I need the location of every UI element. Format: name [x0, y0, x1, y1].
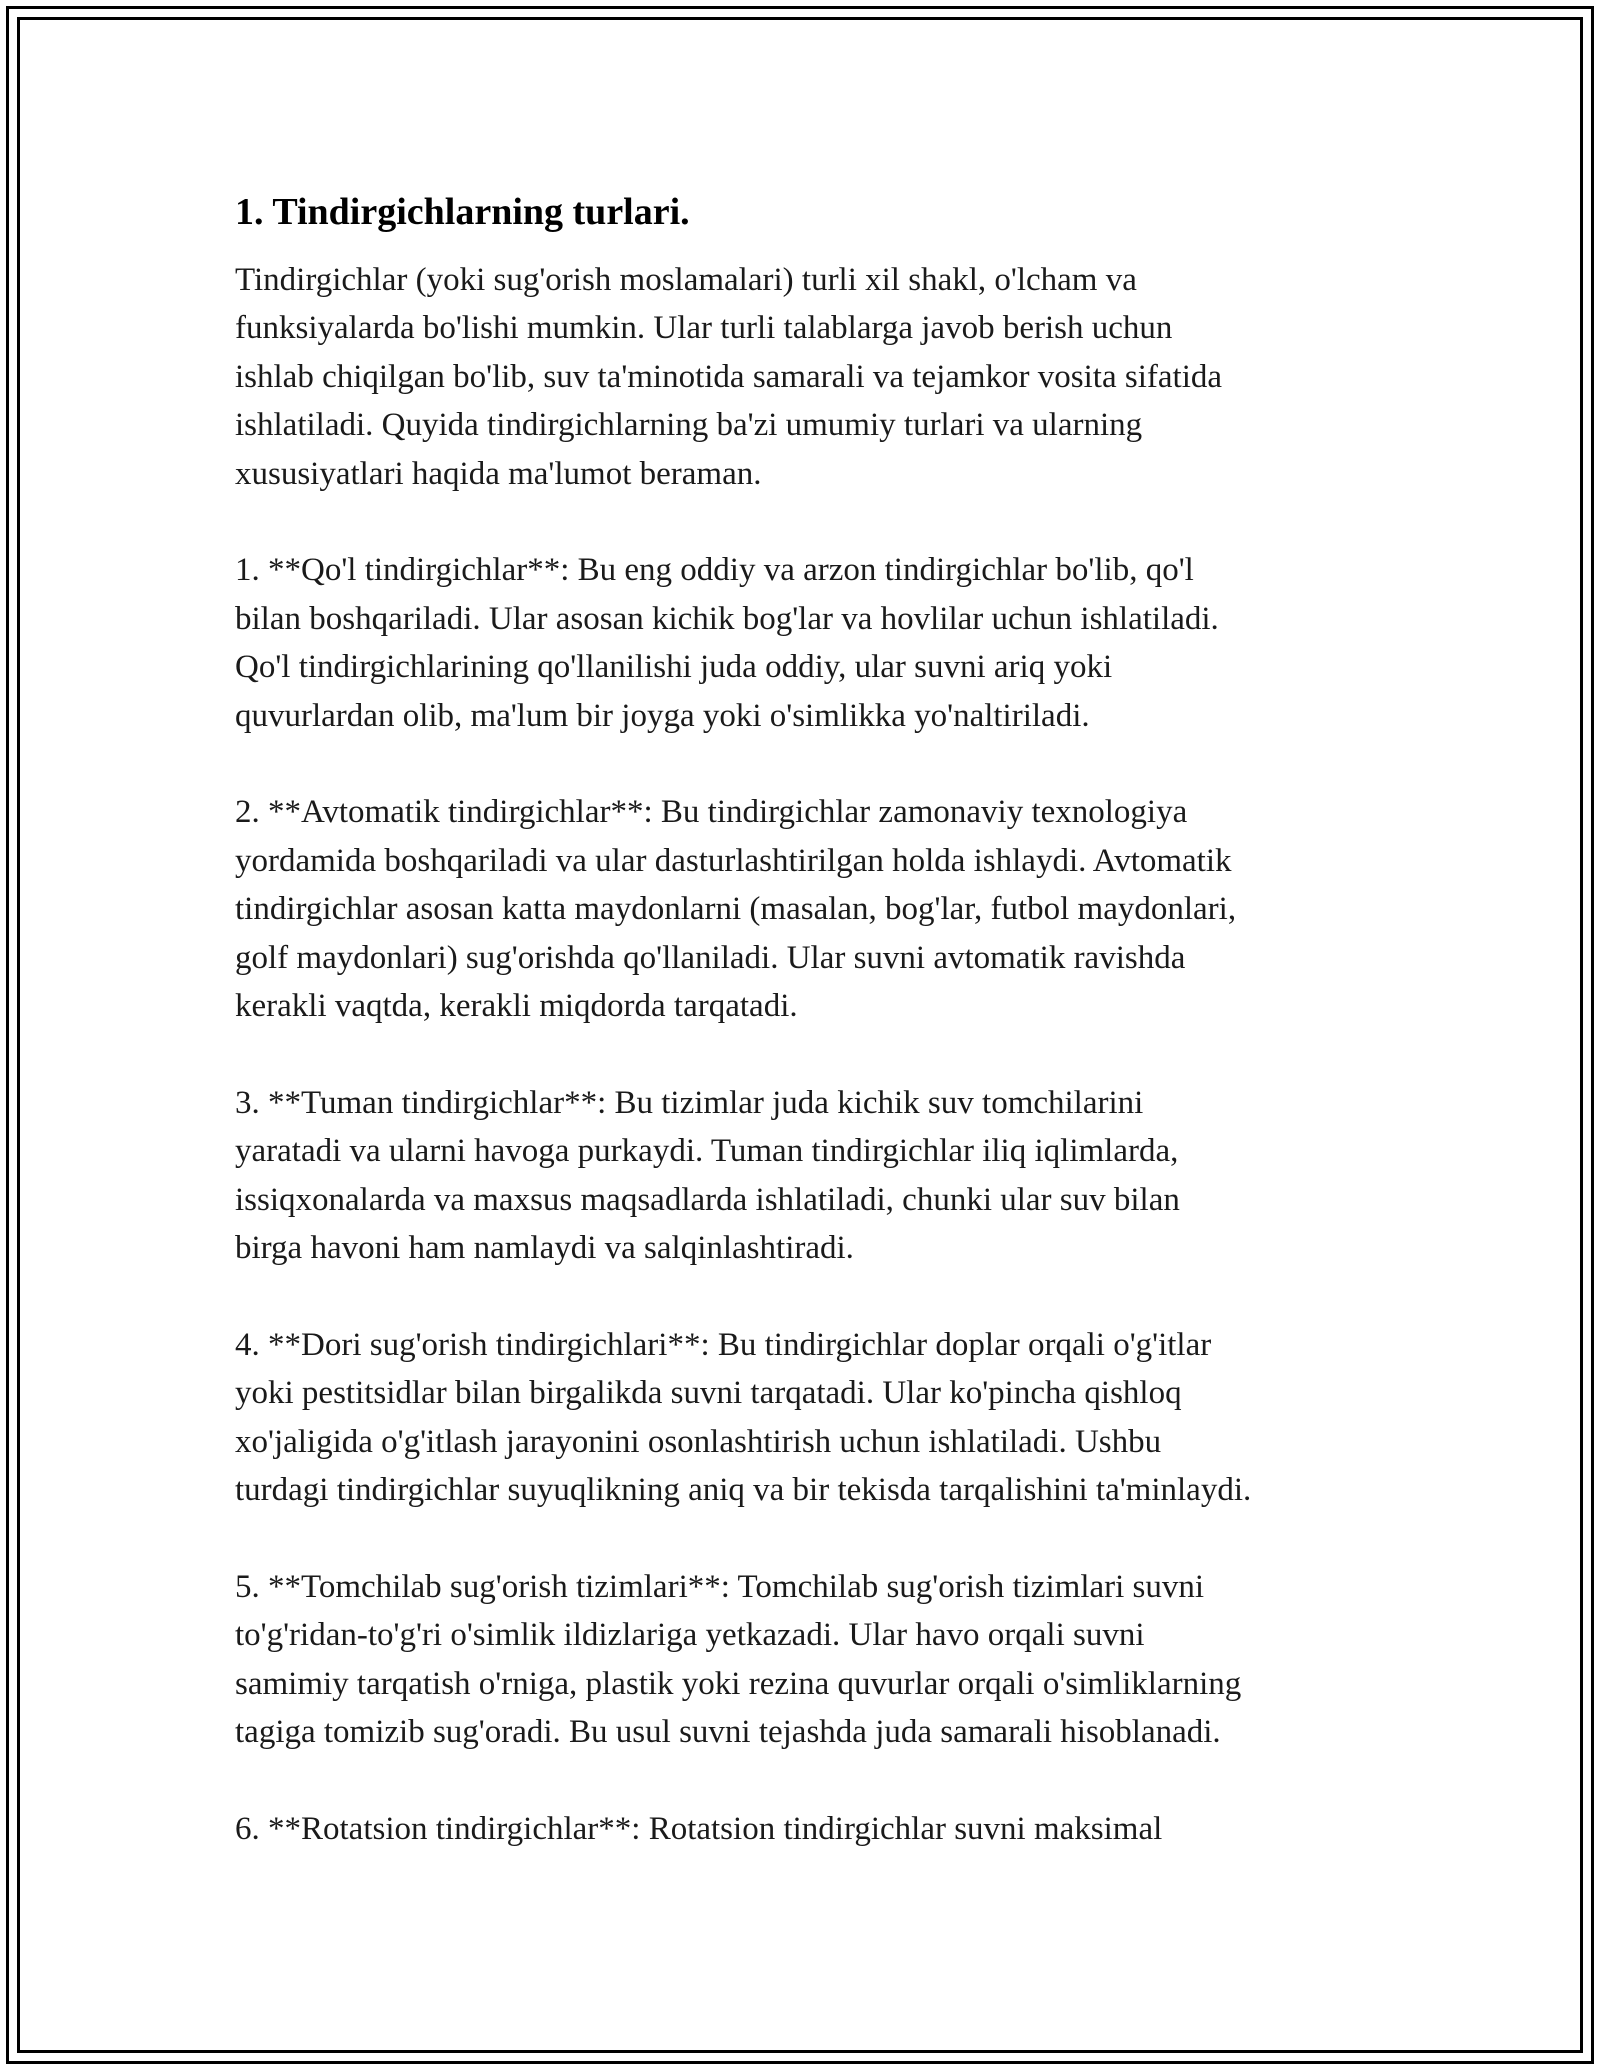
paragraph-item-1: 1. **Qo'l tindirgichlar**: Bu eng oddiy va arzon tindirgichlar bo'lib, qo'l bilan boshqariladi. Ular asosan kichik bog'lar va hovlilar uchun ishlatiladi. Qo'l tindirgichlarining qo'llanilishi juda oddiy, ular suvni ariq yoki quvurlardan olib, ma'lum bir joyga yoki o'simlikka yo'naltiriladi.: [235, 552, 1219, 734]
section-title: 1. Tindirgichlarning turlari.: [235, 191, 690, 233]
intro-paragraph: Tindirgichlar (yoki sug'orish moslamalari) turli xil shakl, o'lcham va funksiyalarda bo'lishi mumkin. Ular turli talablarga javob berish uchun ishlab chiqilgan bo'lib, suv ta'minotida samarali va tejamkor vosita sifatida ishlatiladi. Quyida tindirgichlarning ba'zi umumiy turlari va ularning xususiyatlari haqida ma'lumot beraman.: [235, 262, 1223, 492]
document-body: [235, 188, 1395, 1853]
paragraph-item-4: 4. **Dori sug'orish tindirgichlari**: Bu tindirgichlar doplar orqali o'g'itlar yoki pestitsidlar bilan birgalikda suvni tarqatadi. Ular ko'pincha qishloq xo'jaligida o'g'itlash jarayonini osonlashtirish uchun ishlatiladi. Ushbu turdagi tindirgichlar suyuqlikning aniq va bir tekisda tarqalishini ta'minlaydi.: [235, 1326, 1252, 1509]
paragraph-item-2: 2. **Avtomatik tindirgichlar**: Bu tindirgichlar zamonaviy texnologiya yordamida boshqariladi va ular dasturlashtirilgan holda ishlaydi. Avtomatik tindirgichlar asosan katta maydonlarni (masalan, bog'lar, futbol maydonlari, golf maydonlari) sug'orishda qo'llaniladi. Ular suvni avtomatik ravishda kerakli vaqtda, kerakli miqdorda tarqatadi.: [235, 794, 1237, 1025]
paragraph-item-5: 5. **Tomchilab sug'orish tizimlari**: Tomchilab sug'orish tizimlari suvni to'g'ridan-to'g'ri o'simlik ildizlariga yetkazadi. Ular havo orqali suvni samimiy tarqatish o'rniga, plastik yoki rezina quvurlar orqali o'simliklarning tagiga tomizib sug'oradi. Bu usul suvni tejashda juda samarali hisoblanadi.: [235, 1568, 1242, 1751]
paragraph-item-6: 6. **Rotatsion tindirgichlar**: Rotatsion tindirgichlar suvni maksimal: [235, 1810, 1163, 1847]
paragraph-item-3: 3. **Tuman tindirgichlar**: Bu tizimlar juda kichik suv tomchilarini yaratadi va ularni havoga purkaydi. Tuman tindirgichlar iliq iqlimlarda, issiqxonalarda va maxsus maqsadlarda ishlatiladi, chunki ular suv bilan birga havoni ham namlaydi va salqinlashtiradi.: [235, 1084, 1180, 1267]
